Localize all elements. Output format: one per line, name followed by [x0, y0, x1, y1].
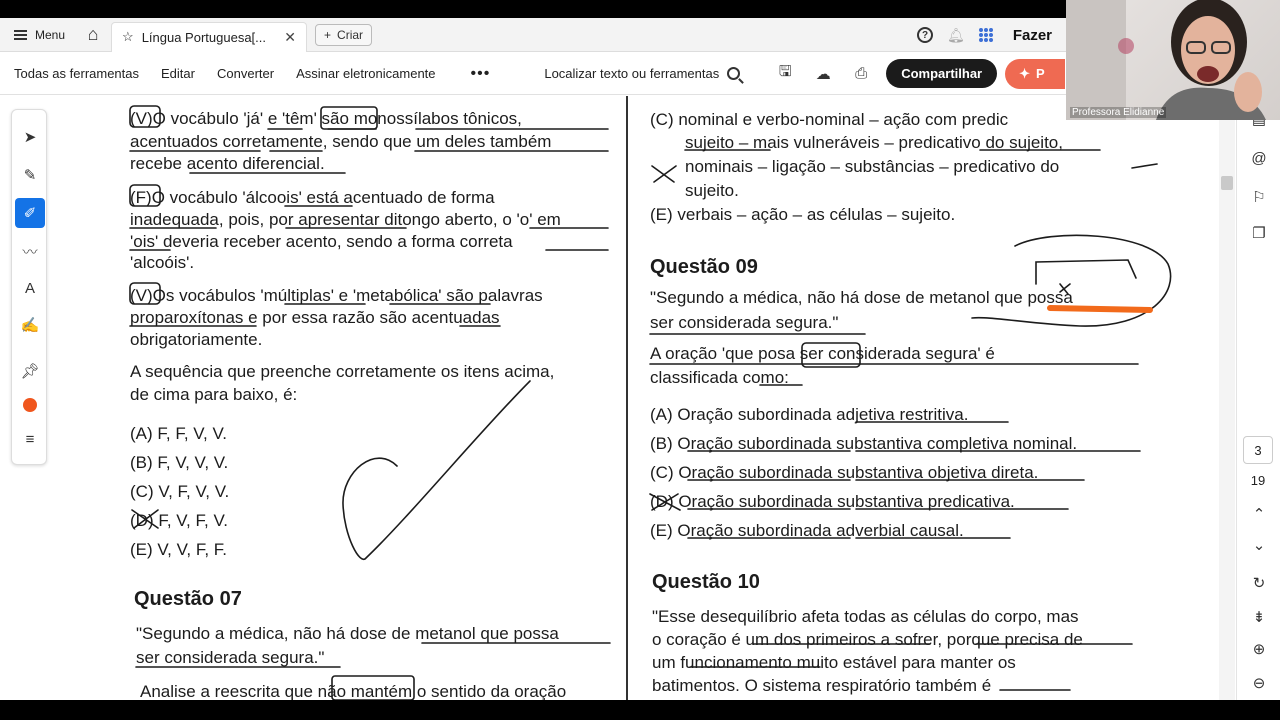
hamburger-icon — [14, 30, 27, 40]
create-label: Criar — [337, 27, 364, 42]
left-line: 'ois' deveria receber acento, sendo a forma correta — [130, 232, 513, 251]
left-line: inadequada, pois, por apresentar ditongo aberto, o 'o' em — [130, 210, 561, 229]
premium-button[interactable] — [1005, 59, 1065, 89]
bell-icon[interactable]: 🔔︎ — [947, 26, 965, 43]
right-line: classificada como: — [650, 368, 789, 387]
right-line: (C) nominal e verbo-nominal – ação com predic — [650, 110, 1009, 129]
pdf-page[interactable] — [60, 96, 1220, 700]
menu-label: Menu — [35, 27, 66, 42]
document-tab[interactable] — [111, 22, 307, 52]
option-b: (B) Oração subordinada substantiva completiva nominal. — [650, 434, 1078, 453]
webcam-overlay — [1066, 0, 1280, 120]
presenter-video — [1066, 0, 1280, 120]
menu-button[interactable] — [0, 18, 75, 51]
apps-grid-icon[interactable] — [979, 28, 993, 42]
option-d: (D) Oração subordinada substantiva predicativa. — [650, 492, 1015, 511]
ink-annotations — [60, 96, 1220, 700]
left-line: 'alcoóis'. — [130, 253, 195, 272]
star-icon[interactable]: ☆ — [122, 29, 134, 44]
next-page-icon[interactable]: ⌄ — [1252, 537, 1266, 554]
page-total: 19 — [1250, 473, 1266, 488]
home-icon: ⌂ — [87, 24, 99, 44]
share-button[interactable]: Compartilhar — [886, 59, 997, 88]
plus-icon: + — [324, 27, 332, 42]
left-line: (V)Os vocábulos 'múltiplas' e 'metabólica' são palavras — [130, 286, 543, 305]
find-text-button[interactable] — [544, 66, 740, 81]
create-button[interactable] — [315, 24, 372, 46]
right-line: sujeito. — [685, 181, 739, 200]
question-09-heading: Questão 09 — [650, 256, 758, 278]
left-line: (F)O vocábulo 'álcoois' está acentuado de forma — [130, 188, 495, 207]
find-text-label: Localizar texto ou ferramentas — [544, 66, 720, 81]
tab-label: Língua Portuguesa[... — [141, 29, 266, 45]
right-line: (E) verbais – ação – as células – sujeito. — [650, 205, 956, 224]
attachments-icon[interactable]: @ — [1251, 150, 1267, 167]
right-line: sujeito – mais vulneráveis – predicativo do sujeito, — [685, 133, 1063, 152]
right-line: um funcionamento muito estável para manter os — [652, 653, 1016, 672]
option-a: (A) F, F, V, V. — [130, 424, 228, 443]
prev-page-icon[interactable]: ⌃ — [1252, 506, 1266, 523]
left-line: acentuados corretamente, sendo que um deles também — [130, 132, 552, 151]
option-c: (C) Oração subordinada substantiva objetiva direta. — [650, 463, 1039, 482]
right-line: nominais – ligação – substâncias – predicativo do — [685, 157, 1060, 176]
left-line: de cima para baixo, é: — [130, 385, 298, 404]
cloud-upload-icon[interactable]: ☁︎ — [815, 65, 831, 83]
page-number-input[interactable]: 3 — [1243, 436, 1273, 464]
close-tab-icon[interactable]: ✕ — [284, 28, 297, 45]
left-tool-rail — [11, 109, 47, 465]
premium-label: P — [1036, 66, 1045, 81]
highlight-pen-icon[interactable]: ✐ — [15, 198, 45, 228]
sign-menu[interactable]: Assinar eletronicamente — [296, 66, 436, 81]
convert-menu[interactable]: Converter — [216, 66, 275, 81]
chat-icon: ✦ — [1019, 65, 1031, 81]
scrollbar-thumb[interactable] — [1221, 176, 1233, 190]
save-icon[interactable]: 🖫 — [778, 63, 792, 80]
fill-sign-icon[interactable]: ✍ — [20, 317, 40, 334]
comment-icon[interactable]: ✎ — [23, 167, 37, 184]
question-07-heading: Questão 07 — [134, 588, 242, 610]
right-line: "Segundo a médica, não há dose de metanol que possa — [650, 288, 1073, 307]
all-tools-menu[interactable]: Todas as ferramentas — [14, 66, 140, 81]
zoom-out-icon[interactable]: ⊖ — [1252, 675, 1266, 692]
presenter-name: Professora Elidianne — [1072, 107, 1165, 118]
orange-color-swatch — [23, 398, 37, 412]
tab-right-group — [917, 18, 1060, 52]
right-line: A oração 'que posa ser considerada segura' é — [650, 344, 995, 363]
option-b: (B) F, V, V, V. — [130, 453, 229, 472]
option-d: (D) F, V, F, V. — [130, 511, 228, 530]
select-arrow-icon[interactable]: ➤ — [23, 129, 37, 146]
orange-highlight — [1050, 308, 1150, 310]
scroll-mode-icon[interactable]: ⇟ — [1252, 609, 1266, 626]
right-panel — [1236, 96, 1280, 700]
signin-label[interactable]: Fazer — [1012, 26, 1052, 44]
home-button[interactable] — [75, 18, 111, 51]
freehand-draw-icon[interactable]: 〰 — [22, 243, 38, 261]
option-e: (E) Oração subordinada adverbial causal. — [650, 521, 964, 540]
edit-menu[interactable]: Editar — [161, 66, 195, 81]
line-weight-icon[interactable]: ≡ — [25, 430, 35, 448]
right-line: batimentos. O sistema respiratório também é — [652, 676, 992, 695]
pin-icon[interactable]: 📌︎ — [20, 363, 40, 380]
color-picker-button[interactable] — [15, 390, 45, 420]
rotate-icon[interactable]: ↻ — [1252, 575, 1266, 592]
more-options-button[interactable]: ••• — [470, 64, 491, 82]
left-line: "Segundo a médica, não há dose de metanol que possa — [136, 624, 559, 643]
option-e: (E) V, V, F, F. — [130, 540, 228, 559]
right-line: ser considerada segura." — [650, 313, 839, 332]
left-line: proparoxítonas e por essa razão são acentuadas — [130, 308, 500, 327]
bottom-black-bar — [0, 700, 1280, 720]
help-icon[interactable]: ? — [917, 27, 933, 43]
text-box-icon[interactable]: A — [24, 279, 35, 297]
left-line: obrigatoriamente. — [130, 330, 263, 349]
option-a: (A) Oração subordinada adjetiva restritiva. — [650, 405, 969, 424]
option-c: (C) V, F, V, V. — [130, 482, 230, 501]
left-line: A sequência que preenche corretamente os itens acima, — [130, 362, 555, 381]
question-10-heading: Questão 10 — [652, 571, 760, 593]
right-line: o coração é um dos primeiros a sofrer, porque precisa de — [652, 630, 1083, 649]
search-icon — [727, 67, 740, 80]
left-line: Analise a reescrita que não mantém o sentido da oração — [140, 682, 567, 700]
left-line: recebe acento diferencial. — [130, 154, 325, 173]
left-line: ser considerada segura." — [136, 648, 325, 667]
right-line: "Esse desequilíbrio afeta todas as células do corpo, mas — [652, 607, 1079, 626]
zoom-in-icon[interactable]: ⊕ — [1252, 641, 1266, 658]
left-line: (V)O vocábulo 'já' e 'têm' são monossílabos tônicos, — [130, 109, 522, 128]
bookmark-icon[interactable]: ⚐ — [1252, 189, 1266, 206]
pages-copy-icon[interactable]: ❐ — [1252, 225, 1266, 242]
print-icon[interactable]: ⎙ — [855, 65, 868, 82]
